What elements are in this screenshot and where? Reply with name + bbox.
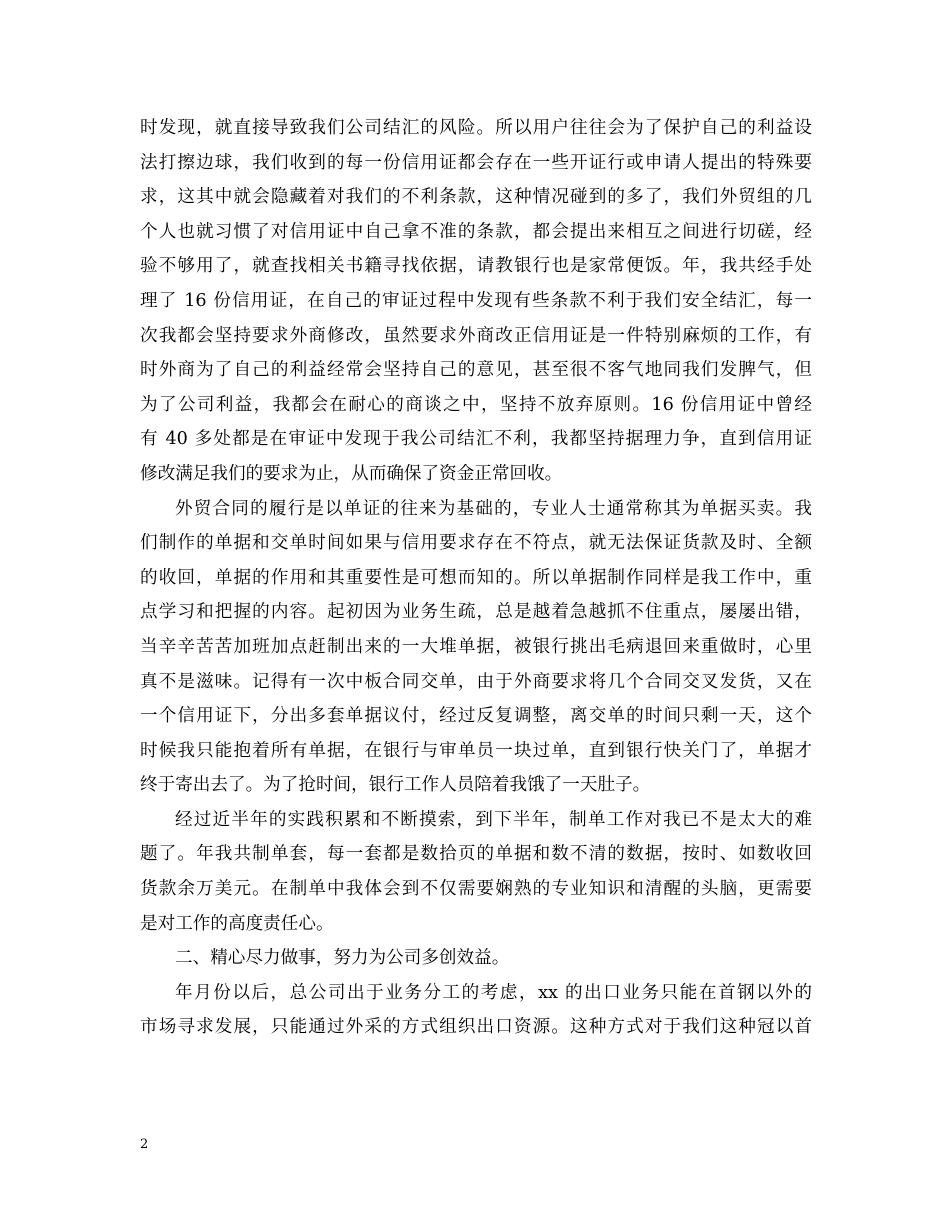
text-line: 法打擦边球，我们收到的每一份信用证都会存在一些开证行或申请人提出的特殊要 <box>140 152 812 173</box>
text-line: 是对工作的高度责任心。 <box>140 913 334 934</box>
text-line: 一个信用证下，分出多套单据议付，经过反复调整，离交单的时间只剩一天，这个 <box>140 706 812 727</box>
text-line: 修改满足我们的要求为止，从而确保了资金正常回收。 <box>140 463 563 484</box>
text-line: 个人也就习惯了对信用证中自己拿不准的条款，都会提出来相互之间进行切磋，经 <box>140 221 812 242</box>
text-line: 市场寻求发展，只能通过外采的方式组织出口资源。这种方式对于我们这种冠以首 <box>140 1017 812 1038</box>
text-line: 点学习和把握的内容。起初因为业务生疏，总是越着急越抓不住重点，屡屡出错， <box>140 602 812 623</box>
text-line: 真不是滋味。记得有一次中板合同交单，由于外商要求将几个合同交叉发货，又在 <box>140 671 812 692</box>
text-line: 理了 16 份信用证，在自己的审证过程中发现有些条款不利于我们安全结汇，每一 <box>140 290 812 311</box>
page-number: 2 <box>140 1137 149 1152</box>
text-line: 终于寄出去了。为了抢时间，银行工作人员陪着我饿了一天肚子。 <box>140 775 651 796</box>
text-line: 次我都会坚持要求外商修改，虽然要求外商改正信用证是一件特别麻烦的工作，有 <box>140 325 812 346</box>
body-text <box>140 111 812 1045</box>
text-line: 货款余万美元。在制单中我体会到不仅需要娴熟的专业知识和清醒的头脑，更需要 <box>140 879 812 900</box>
section-heading: 二、精心尽力做事，努力为公司多创效益。 <box>175 948 510 969</box>
paragraph-first-line: 外贸合同的履行是以单证的往来为基础的，专业人士通常称其为单据买卖。我 <box>175 498 812 519</box>
paragraph-first-line: 年月份以后，总公司出于业务分工的考虑，xx 的出口业务只能在首钢以外的 <box>175 982 812 1003</box>
text-line: 当辛辛苦苦加班加点赶制出来的一大堆单据，被银行挑出毛病退回来重做时，心里 <box>140 636 812 657</box>
text-line: 的收回，单据的作用和其重要性是可想而知的。所以单据制作同样是我工作中，重 <box>140 567 812 588</box>
paragraph-first-line: 经过近半年的实践积累和不断摸索，到下半年，制单工作对我已不是太大的难 <box>175 809 812 830</box>
text-line: 们制作的单据和交单时间如果与信用要求存在不符点，就无法保证货款及时、全额 <box>140 533 812 554</box>
text-line: 时发现，就直接导致我们公司结汇的风险。所以用户往往会为了保护自己的利益设 <box>140 118 812 138</box>
text-line: 验不够用了，就查找相关书籍寻找依据，请教银行也是家常便饭。年，我共经手处 <box>140 256 812 277</box>
text-line: 求，这其中就会隐藏着对我们的不利条款，这种情况碰到的多了，我们外贸组的几 <box>140 187 812 208</box>
text-line: 有 40 多处都是在审证中发现于我公司结汇不利，我都坚持据理力争，直到信用证 <box>140 429 812 450</box>
text-line: 题了。年我共制单套，每一套都是数拾页的单据和数不清的数据，按时、如数收回 <box>140 844 812 865</box>
text-line: 时外商为了自己的利益经常会坚持自己的意见，甚至很不客气地同我们发脾气，但 <box>140 360 812 381</box>
text-line: 时候我只能抱着所有单据，在银行与审单员一块过单，直到银行快关门了，单据才 <box>140 740 812 761</box>
text-line: 为了公司利益，我都会在耐心的商谈之中，坚持不放弃原则。16 份信用证中曾经 <box>140 394 812 415</box>
